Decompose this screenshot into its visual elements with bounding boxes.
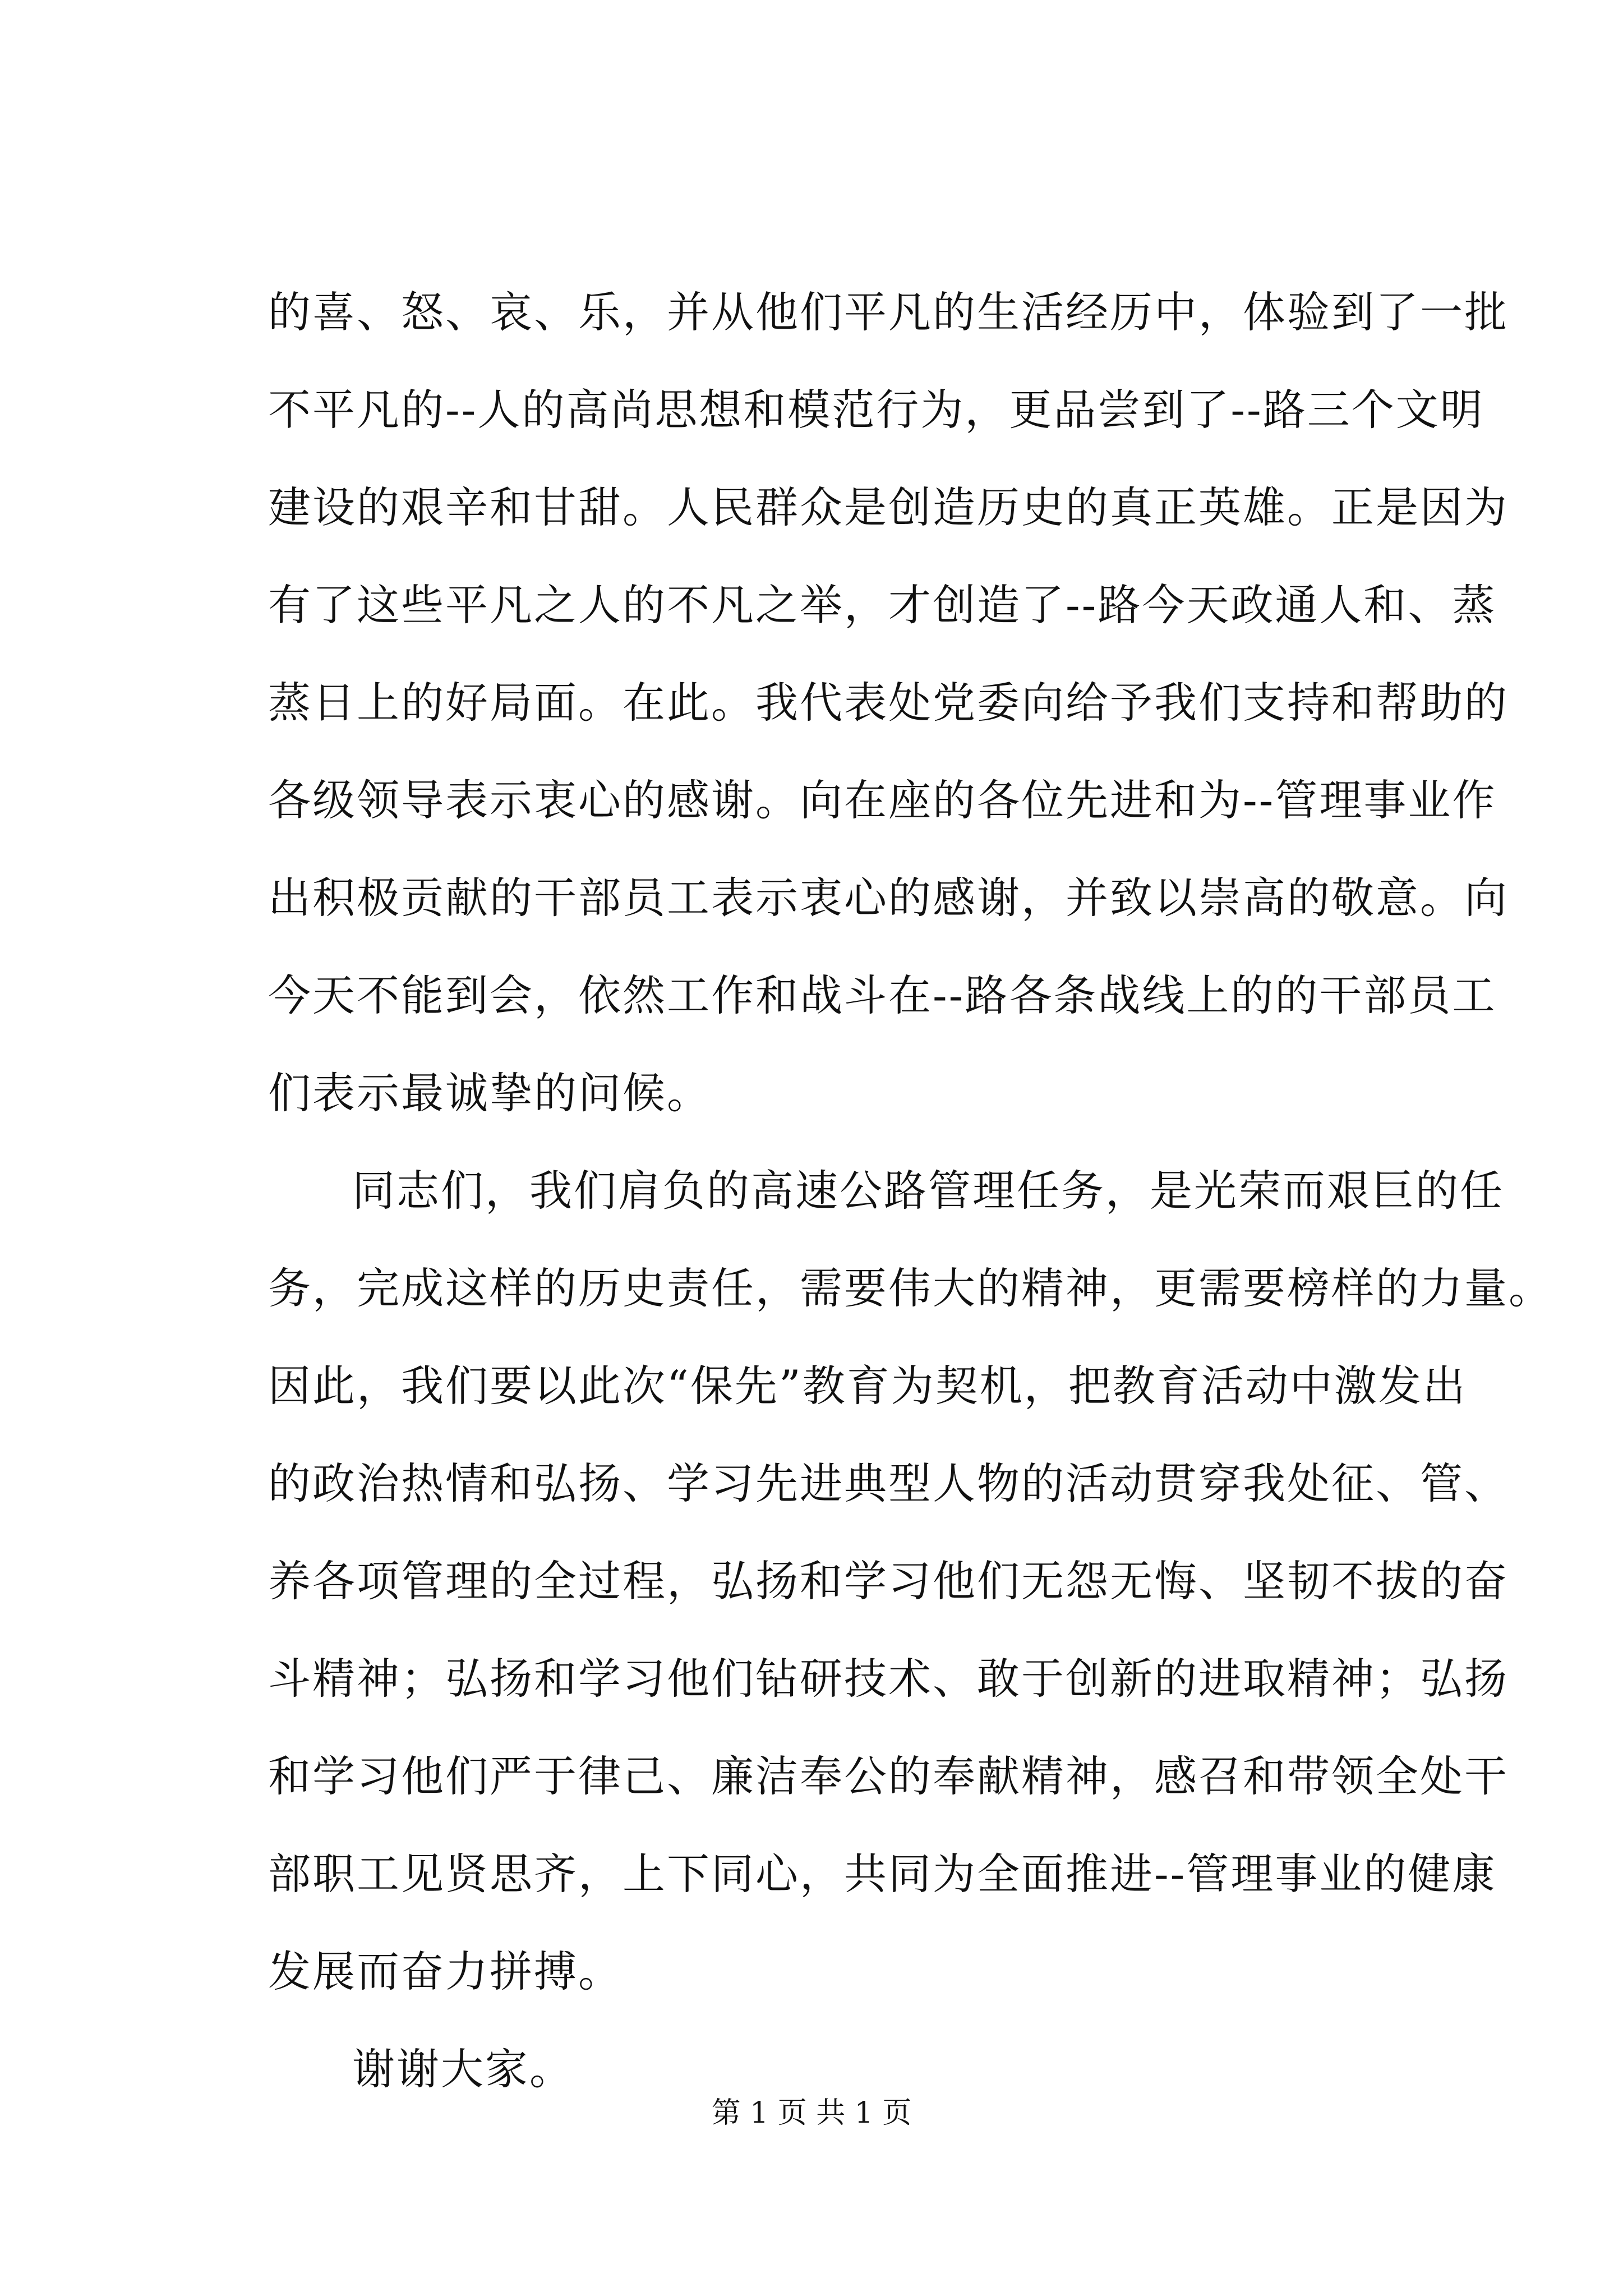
text-line: 各级领导表示衷心的感谢。向在座的各位先进和为--管理事业作 <box>268 775 1497 825</box>
text-line: 斗精神；弘扬和学习他们钻研技术、敢于创新的进取精神；弘扬 <box>268 1654 1509 1704</box>
document-body <box>268 264 1553 2118</box>
text-line: 出积极贡献的干部员工表示衷心的感谢，并致以崇高的敬意。向 <box>268 873 1509 923</box>
text-line: 务，完成这样的历史责任，需要伟大的精神，更需要榜样的力量。 <box>268 1263 1553 1313</box>
text-line: 不平凡的--人的高尚思想和模范行为，更品尝到了--路三个文明 <box>268 385 1484 435</box>
paragraph-2 <box>268 1142 1553 2021</box>
text-line: 和学习他们严于律己、廉洁奉公的奉献精神，感召和带领全处干 <box>268 1751 1509 1801</box>
text-line: 养各项管理的全过程，弘扬和学习他们无怨无悔、坚韧不拔的奋 <box>268 1556 1509 1606</box>
text-line: 同志们，我们肩负的高速公路管理任务，是光荣而艰巨的任 <box>352 1166 1504 1216</box>
text-line: 发展而奋力拼搏。 <box>268 1947 623 1996</box>
text-line: 因此，我们要以此次“保先”教育为契机，把教育活动中激发出 <box>268 1361 1467 1411</box>
text-line: 建设的艰辛和甘甜。人民群众是创造历史的真正英雄。正是因为 <box>268 482 1509 532</box>
text-line: 的政治热情和弘扬、学习先进典型人物的活动贯穿我处征、管、 <box>268 1458 1509 1508</box>
text-line: 蒸日上的好局面。在此。我代表处党委向给予我们支持和帮助的 <box>268 678 1509 728</box>
text-line: 今天不能到会，依然工作和战斗在--路各条战线上的的干部员工 <box>268 970 1497 1020</box>
text-line: 谢谢大家。 <box>352 2044 574 2094</box>
text-line: 的喜、怒、哀、乐，并从他们平凡的生活经历中，体验到了一批 <box>268 287 1509 337</box>
text-line: 们表示最诚挚的问候。 <box>268 1068 711 1118</box>
paragraph-1 <box>268 264 1509 1142</box>
text-line: 有了这些平凡之人的不凡之举，才创造了--路今天政通人和、蒸 <box>268 580 1497 630</box>
text-line: 部职工见贤思齐，上下同心，共同为全面推进--管理事业的健康 <box>268 1849 1497 1899</box>
page-footer: 第 1 页 共 1 页 <box>711 2096 912 2130</box>
